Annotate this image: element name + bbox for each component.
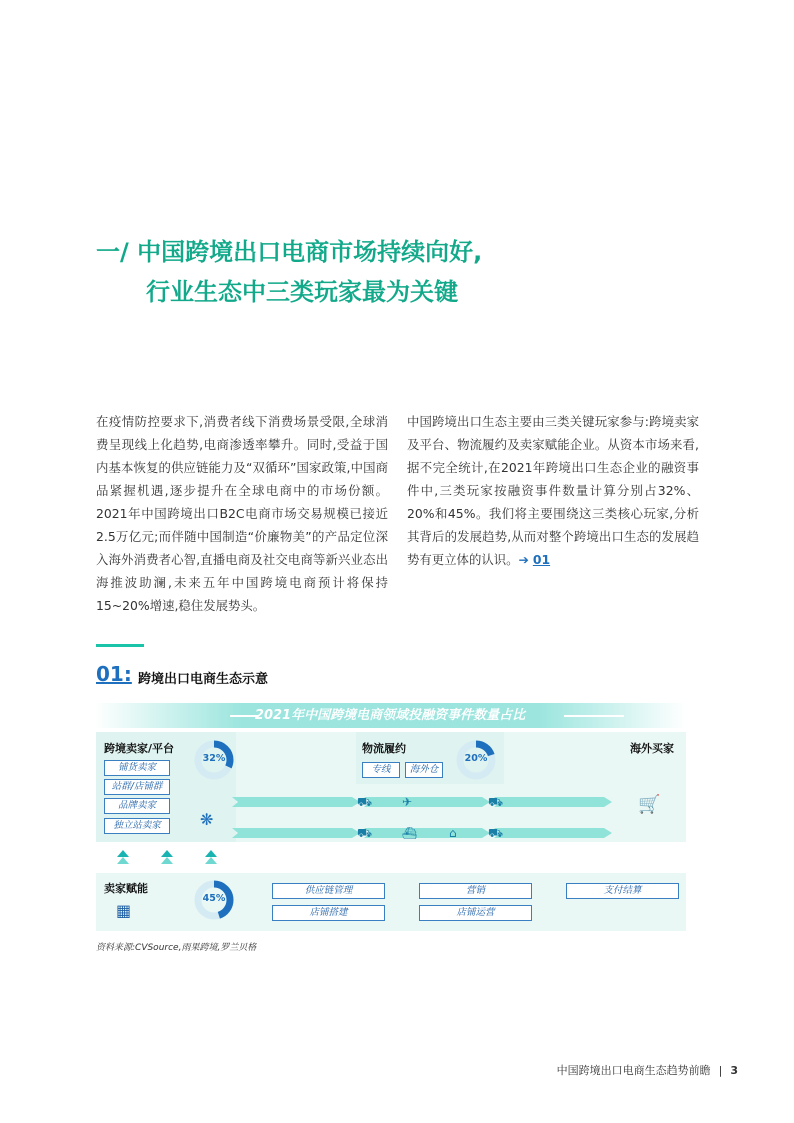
warehouse-icon: ⌂ xyxy=(449,826,457,840)
enablement-share-donut xyxy=(194,880,234,920)
shopper-cart-icon: 🛒 xyxy=(638,794,661,815)
up-arrow-icon xyxy=(161,850,173,857)
figure-reference-link[interactable]: 01 xyxy=(532,552,551,567)
enablement-share-label: 45% xyxy=(202,893,226,904)
page-footer xyxy=(557,1062,738,1078)
enablement-panel xyxy=(96,873,686,931)
flow-arrows-row-2 xyxy=(232,826,612,840)
enablement-label: 卖家赋能 xyxy=(104,882,148,895)
sellers-share-donut xyxy=(194,740,234,780)
enablement-tag: 供应链管理 xyxy=(272,883,385,899)
footer-title: 中国跨境出口电商生态趋势前瞻 xyxy=(556,1064,711,1077)
banner-title: 2021年中国跨境电商领域投融资事件数量占比 xyxy=(254,708,526,723)
flow-arrows-row-1 xyxy=(232,795,612,809)
sellers-tag: 品牌卖家 xyxy=(104,798,170,814)
airplane-icon: ✈ xyxy=(402,795,413,809)
logistics-tag: 海外仓 xyxy=(405,762,443,778)
footer-separator: | xyxy=(718,1064,723,1077)
figure-title: 跨境出口电商生态示意 xyxy=(138,672,269,687)
logistics-label: 物流履约 xyxy=(362,742,406,755)
sellers-tag: 站群/店铺群 xyxy=(104,779,170,795)
heading-line-2: 行业生态中三类玩家最为关键 xyxy=(146,278,458,306)
page-number: 3 xyxy=(730,1064,738,1077)
sellers-share-label: 32% xyxy=(202,753,226,764)
figure-source: 资料来源:CVSource,雨果跨境,罗兰贝格 xyxy=(96,943,257,953)
body-paragraph-right-text: 中国跨境出口生态主要由三类关键玩家参与:跨境卖家及平台、物流履约及卖家赋能企业。从资本市场来看,据不完全统计,在2021年跨境出口生态企业的融资事件中,三类玩家按融资事件数量计算分别占32%、20%和45%。我们将主要围绕这三类核心玩家,分析其背后的发展趋势,从而对整个跨境出口生态的发展趋势有更立体的认识。 xyxy=(407,414,699,567)
section-heading xyxy=(96,232,482,312)
up-arrow-icon xyxy=(161,857,173,864)
logistics-share-label: 20% xyxy=(464,753,488,764)
body-paragraph-right xyxy=(407,410,699,571)
truck-icon: ⛟ xyxy=(488,795,504,809)
enablement-tag: 营销 xyxy=(419,883,532,899)
enablement-tag: 店铺搭建 xyxy=(272,905,385,921)
ship-icon: ⛴ xyxy=(402,826,418,840)
enablement-tag: 支付结算 xyxy=(566,883,679,899)
logistics-tag: 专线 xyxy=(362,762,400,778)
heading-line-1: 一/ 中国跨境出口电商市场持续向好, xyxy=(96,238,483,266)
truck-icon: ⛟ xyxy=(488,826,504,840)
up-arrow-icon xyxy=(117,857,129,864)
enablement-tag: 店铺运营 xyxy=(419,905,532,921)
figure-accent-bar xyxy=(96,644,144,647)
truck-icon: ⛟ xyxy=(357,795,373,809)
body-paragraph-left: 在疫情防控要求下,消费者线下消费场景受限,全球消费呈现线上化趋势,电商渗透率攀升。同时,受益于国内基本恢复的供应链能力及“双循环”国家政策,中国商品紧握机遇,逐步提升在全球电商中的市场份额。2021年中国跨境出口B2C电商市场交易规模已接近2.5万亿元;而伴随中国制造“价廉物美”的产品定位深入海外消费者心智,直播电商及社交电商等新兴业态出海推波助澜,未来五年中国跨境电商预计将保持15~20%增速,稳住发展势头。 xyxy=(96,414,388,613)
arrow-right-icon: ➔ xyxy=(518,552,529,567)
logistics-share-donut xyxy=(456,740,496,780)
people-group-icon: ❋ xyxy=(200,810,214,829)
up-arrow-icon xyxy=(117,850,129,857)
figure-banner xyxy=(94,703,686,728)
up-arrow-icon xyxy=(205,857,217,864)
figure-number: 01: xyxy=(96,662,132,686)
truck-icon: ⛟ xyxy=(357,826,373,840)
sellers-label: 跨境卖家/平台 xyxy=(104,742,175,755)
sellers-tag: 独立站卖家 xyxy=(104,818,170,834)
sellers-tag: 铺货卖家 xyxy=(104,760,170,776)
up-arrow-icon xyxy=(205,850,217,857)
shop-building-icon: ▦ xyxy=(116,901,132,920)
buyers-label: 海外买家 xyxy=(630,742,674,755)
